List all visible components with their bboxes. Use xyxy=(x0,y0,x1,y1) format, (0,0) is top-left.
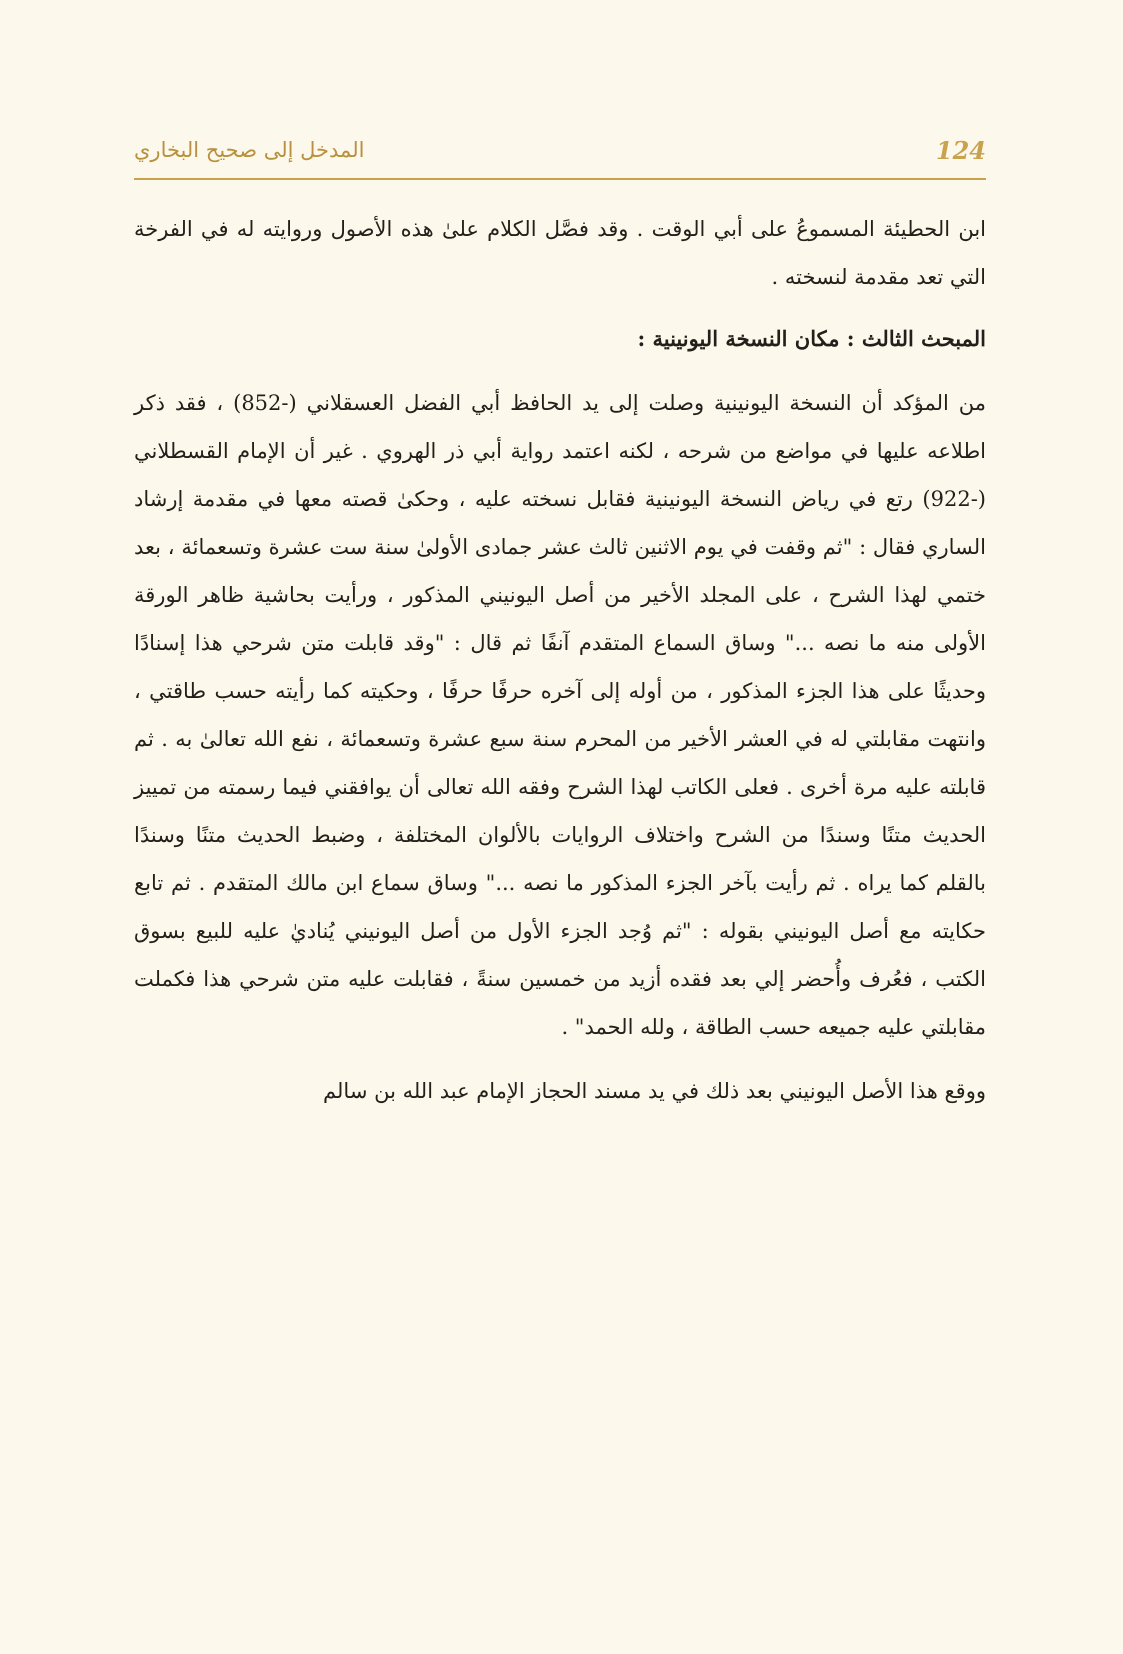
section-heading: المبحث الثالث : مكان النسخة اليونينية : xyxy=(637,326,986,351)
paragraph-1: ابن الحطيئة المسموعُ على أبي الوقت . وقد فصَّل الكلام علىٰ هذه الأصول وروايته له في الفرخة التي تعد مقدمة لنسخته . xyxy=(134,217,986,289)
page-header xyxy=(134,134,986,182)
text-body xyxy=(134,205,986,1115)
header-rule xyxy=(134,178,986,180)
running-title: المدخل إلى صحيح البخاري xyxy=(134,138,365,162)
paragraph-3: ووقع هذا الأصل اليونيني بعد ذلك في يد مسند الحجاز الإمام عبد الله بن سالم xyxy=(323,1079,986,1103)
page-number: 124 xyxy=(935,136,986,165)
paragraph-2: من المؤكد أن النسخة اليونينية وصلت إلى يد الحافظ أبي الفضل العسقلاني (-852) ، فقد ذكر اطلاعه عليها في مواضع من شرحه ، لكنه اعتمد رواية أبي ذر الهروي . غير أن الإمام القسطلاني (-922) رتع في رياض النسخة اليونينية فقابل نسخته عليه ، وحكىٰ قصته معها في مقدمة إرشاد الساري فقال : "ثم وقفت في يوم الاثنين ثالث عشر جمادى الأولىٰ سنة ست عشرة وتسعمائة ، بعد ختمي لهذا الشرح ، على المجلد الأخير من أصل اليونيني المذكور ، ورأيت بحاشية ظاهر الورقة الأولى منه ما نصه ..." وساق السماع المتقدم آنفًا ثم قال : "وقد قابلت متن شرحي هذا إسنادًا وحديثًا على هذا الجزء المذكور ، من أوله إلى آخره حرفًا حرفًا ، وحكيته كما رأيته حسب طاقتي ، وانتهت مقابلتي له في العشر الأخير من المحرم سنة سبع عشرة وتسعمائة ، نفع الله تعالىٰ به . ثم قابلته عليه مرة أخرى . فعلى الكاتب لهذا الشرح وفقه الله تعالى أن يوافقني فيما رسمته من تمييز الحديث متنًا وسندًا من الشرح واختلاف الروايات بالألوان المختلفة ، وضبط الحديث متنًا وسندًا بالقلم كما يراه . ثم رأيت بآخر الجزء المذكور ما نصه ..." وساق سماع ابن مالك المتقدم . ثم تابع حكايته مع أصل اليونيني بقوله : "ثم وُجد الجزء الأول من أصل اليونيني يُناديٰ عليه للبيع بسوق الكتب ، فعُرف وأُحضر إلي بعد فقده أزيد من خمسين سنةً ، فقابلت عليه متن شرحي هذا فكملت مقابلتي عليه جميعه حسب الطاقة ، ولله الحمد" . xyxy=(134,391,986,1039)
